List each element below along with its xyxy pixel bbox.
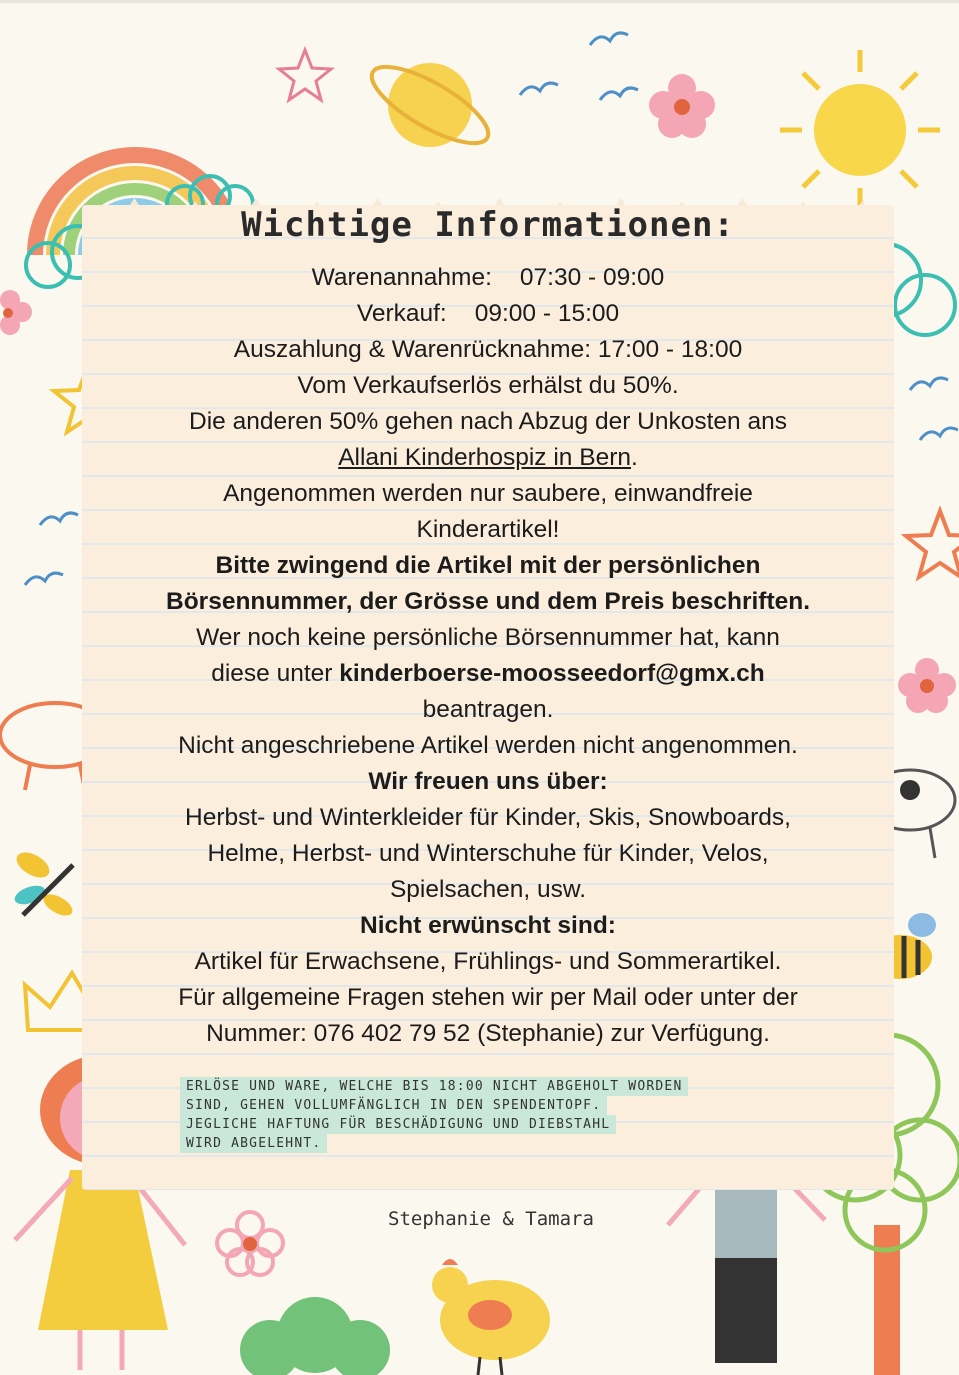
annahme-label: Warenannahme: (311, 264, 492, 291)
fragen-text-2: Nummer: 076 402 79 52 (Stephanie) zur Verfügung. (206, 1020, 770, 1047)
disclaimer-line-4: WIRD ABGELEHNT. (180, 1134, 327, 1153)
bird-icon (20, 505, 90, 595)
disclaimer-line-1: ERLÖSE UND WARE, WELCHE BIS 18:00 NICHT ABGEHOLT WORDEN (180, 1077, 688, 1096)
bush-icon (240, 1295, 390, 1375)
flower-icon (215, 1210, 285, 1278)
freuen-text-1: Herbst- und Winterkleider für Kinder, Skis, Snowboards, (185, 804, 791, 831)
annahme-time: 07:30 - 09:00 (519, 264, 665, 291)
angenommen-text-2: Kinderartikel! (416, 516, 560, 543)
bitte-text-2: Börsennummer, der Grösse und dem Preis beschriften. (166, 588, 810, 615)
flower-icon (645, 70, 720, 140)
wer-text-2 (110, 656, 866, 692)
schedule-verkauf (110, 296, 866, 332)
wer-text-3: beantragen. (422, 696, 554, 723)
page-title: Wichtige Informationen: (241, 205, 735, 245)
sun-icon (775, 40, 945, 220)
chicken-icon (420, 1255, 560, 1375)
bitte-text-1: Bitte zwingend die Artikel mit der persönlichen (215, 552, 761, 579)
nicht-text-1: Artikel für Erwachsene, Frühlings- und Sommerartikel. (194, 948, 782, 975)
freuen-heading: Wir freuen uns über: (368, 768, 608, 795)
star-icon (275, 45, 335, 105)
verkauf-label: Verkauf: (356, 300, 447, 327)
verkauf-time: 09:00 - 15:00 (474, 300, 620, 327)
disclaimer-note (180, 1077, 700, 1153)
schedule-auszahlung: Auszahlung & Warenrücknahme: 17:00 - 18:00 (233, 336, 743, 363)
angenommen-text-1: Angenommen werden nur saubere, einwandfreie (223, 480, 753, 507)
flower-icon (895, 655, 959, 715)
nicht-heading: Nicht erwünscht sind: (360, 912, 616, 939)
disclaimer-line-3: JEGLICHE HAFTUNG FÜR BESCHÄDIGUNG UND DIEBSTAHL (180, 1115, 616, 1134)
info-content (110, 200, 866, 1052)
hospiz-link[interactable]: Allani Kinderhospiz in Bern (338, 444, 631, 471)
freuen-text-2: Helme, Herbst- und Winterschuhe für Kinder, Velos, (207, 840, 769, 867)
star-icon (900, 505, 959, 585)
wer-prefix: diese unter (211, 660, 340, 687)
wer-text-1: Wer noch keine persönliche Börsennummer hat, kann (196, 624, 780, 651)
flower-icon (0, 285, 35, 340)
bird-icon (510, 15, 650, 105)
disclaimer-line-2: SIND, GEHEN VOLLUMFÄNGLICH IN DEN SPENDENTOPF. (180, 1096, 607, 1115)
fragen-text-1: Für allgemeine Fragen stehen wir per Mail oder unter der (178, 984, 798, 1011)
freuen-text-3: Spielsachen, usw. (389, 876, 587, 903)
schedule-annahme (110, 260, 866, 296)
dragonfly-icon (8, 840, 90, 930)
nicht-angeschrieben-text: Nicht angeschriebene Artikel werden nicht angenommen. (178, 732, 798, 759)
email-link[interactable]: kinderboerse-moosseedorf@gmx.ch (339, 660, 765, 687)
planet-icon (360, 40, 500, 170)
hospiz-suffix: . (631, 444, 638, 471)
erloes-text: Vom Verkaufserlös erhälst du 50%. (297, 372, 679, 399)
signature: Stephanie & Tamara (388, 1208, 594, 1230)
andere-text: Die anderen 50% gehen nach Abzug der Unkosten ans (189, 408, 787, 435)
hospiz-line (110, 440, 866, 476)
